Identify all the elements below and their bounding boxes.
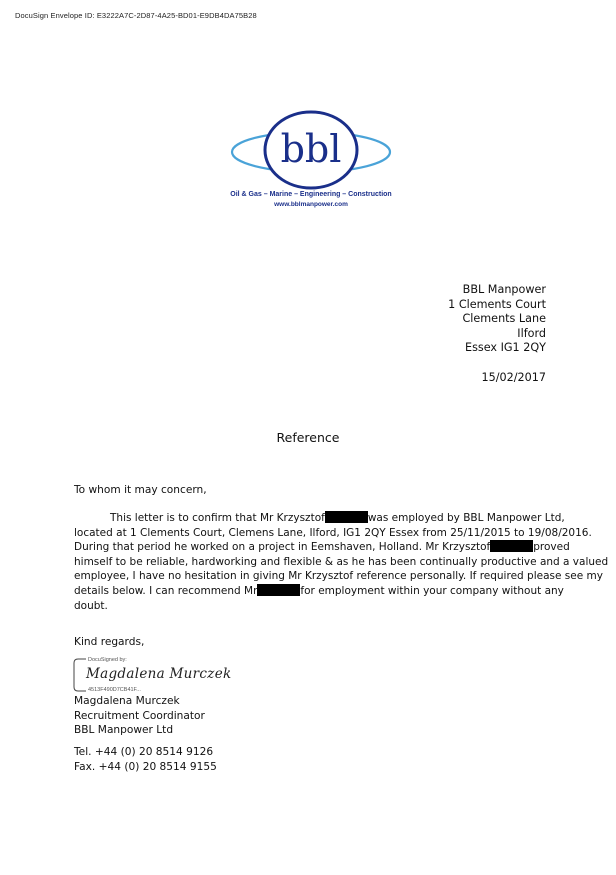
body-text: details below. I can recommend Mr — [74, 584, 258, 597]
docusign-envelope-id: DocuSign Envelope ID: E3222A7C-2D87-4A25-BD01-E9DB4DA75B28 — [15, 11, 257, 20]
company-logo — [222, 110, 400, 214]
body-line: doubt. — [74, 599, 108, 612]
redaction-box — [325, 511, 368, 523]
body-line — [74, 511, 565, 526]
signatory-block — [74, 694, 205, 738]
logo-tagline: Oil & Gas – Marine – Engineering – Construction — [230, 191, 392, 198]
letter-date: 15/02/2017 — [481, 371, 546, 384]
body-line: employee, I have no hesitation in giving Mr Krzysztof reference personally. If required please see my — [74, 570, 603, 583]
address-line: Ilford — [517, 326, 546, 340]
bbl-logo-mark — [222, 110, 400, 190]
redaction-box — [257, 584, 300, 596]
telephone: Tel. +44 (0) 20 8514 9126 — [74, 746, 214, 758]
logo-mark-text: bbl — [280, 127, 342, 171]
contact-details — [74, 745, 217, 774]
signatory-company: BBL Manpower Ltd — [74, 724, 174, 737]
body-line: himself to be reliable, hardworking and flexible & as he has been continually productive and a valued — [74, 555, 609, 568]
fax: Fax. +44 (0) 20 8514 9155 — [74, 760, 217, 773]
closing: Kind regards, — [74, 636, 145, 648]
handwritten-signature: Magdalena Murczek — [86, 666, 232, 682]
docusigned-by-label: DocuSigned by: — [88, 657, 127, 663]
address-line: BBL Manpower — [462, 283, 546, 296]
body-text: This letter is to confirm that Mr Krzysztof — [110, 512, 325, 524]
docusign-signature-box — [72, 657, 232, 693]
salutation: To whom it may concern, — [74, 484, 207, 496]
company-address — [448, 283, 546, 356]
address-line: Clements Lane — [462, 312, 546, 326]
body-text: proved — [533, 541, 570, 554]
signature-hash: 4513F490D7CB41F... — [88, 687, 141, 693]
body-line — [74, 584, 564, 599]
redaction-box — [490, 540, 533, 552]
body-line: located at 1 Clements Court, Clemens Lane, Ilford, IG1 2QY Essex from 25/11/2015 to 19/08/2016. — [74, 526, 592, 539]
signatory-title: Recruitment Coordinator — [74, 709, 205, 722]
address-line: Essex IG1 2QY — [465, 341, 546, 355]
address-line: 1 Clements Court — [448, 297, 546, 311]
body-text: for employment within your company without any — [300, 584, 564, 597]
body-line — [74, 540, 570, 555]
body-text: During that period he worked on a project in Eemshaven, Holland. Mr Krzysztof — [74, 541, 491, 554]
signatory-name: Magdalena Murczek — [74, 695, 180, 707]
body-text: was employed by BBL Manpower Ltd, — [367, 512, 565, 524]
letter-heading: Reference — [276, 430, 340, 445]
logo-website: www.bblmanpower.com — [274, 201, 348, 208]
letter-body — [74, 511, 609, 613]
